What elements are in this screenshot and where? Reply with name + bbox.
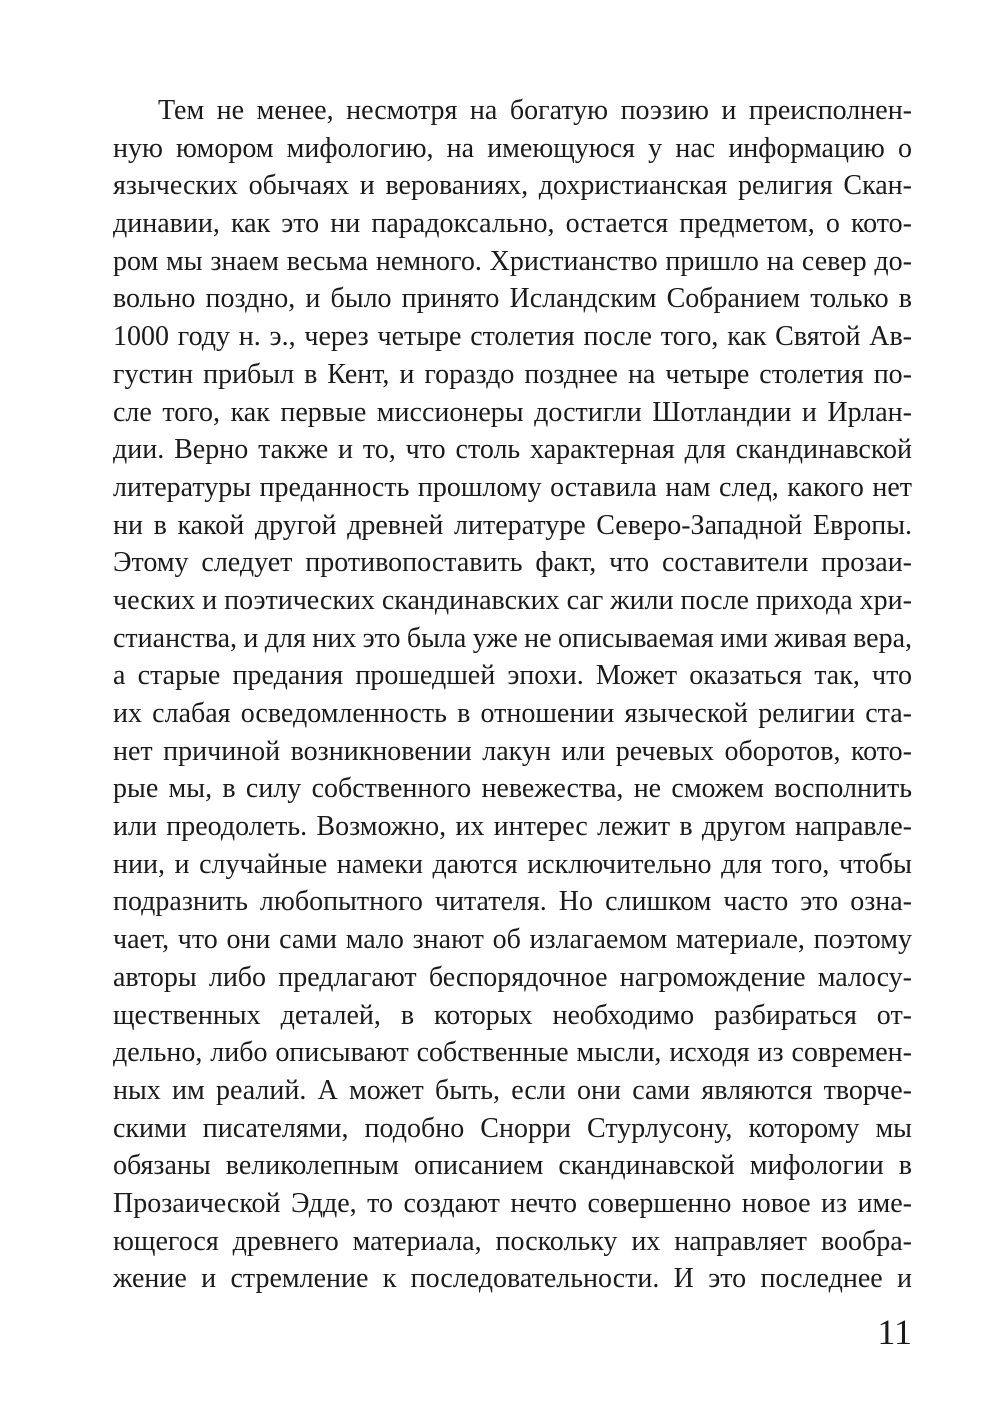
text-line: подразнить любопытного читателя. Но слишком часто это озна- [113,886,912,918]
text-line: динавии, как это ни парадоксально, остается предметом, о кото- [113,208,912,240]
text-line: чает, что они сами мало знают об излагаемом материале, поэтому [113,924,912,956]
text-line: рые мы, в силу собственного невежества, не сможем восполнить [113,773,912,805]
text-line: вольно поздно, и было принято Исландским Собранием только в [113,283,912,315]
text-line: сле того, как первые миссионеры достигли Шотландии и Ирлан- [113,396,912,428]
text-line: ных им реалий. А может быть, если они сами являются творче- [113,1074,912,1106]
text-line: литературы преданность прошлому оставила нам след, какого нет [113,471,912,503]
text-line: ную юмором мифологию, на имеющуюся у нас информацию о [113,132,912,164]
text-line: ческих и поэтических скандинавских саг жили после прихода хри- [113,584,912,616]
text-line: нет причиной возникновении лакун или речевых оборотов, кото- [113,735,912,767]
page-number: 11 [877,1312,912,1352]
body-text [113,92,912,1298]
text-line: дии. Верно также и то, что столь характерная для скандинавской [113,434,912,466]
text-line: авторы либо предлагают беспорядочное нагромождение малосу- [113,961,912,993]
text-line: ром мы знаем весьма немного. Христианство пришло на север до- [113,245,912,277]
text-line: стианства, и для них это была уже не описываемая ими живая вера, [113,622,912,654]
text-line: или преодолеть. Возможно, их интерес лежит в другом направле- [113,811,912,843]
text-line: нии, и случайные намеки даются исключительно для того, чтобы [113,848,912,880]
text-line: их слабая осведомленность в отношении языческой религии ста- [113,698,912,729]
text-line: а старые предания прошедшей эпохи. Может оказаться так, что [113,660,912,692]
text-line: ющегося древнего материала, поскольку их направляет вообра- [113,1225,912,1257]
text-line: Тем не менее, несмотря на богатую поэзию и преисполнен- [158,95,912,126]
text-line: щественных деталей, в которых необходимо разбираться от- [113,999,912,1031]
text-line: скими писателями, подобно Снорри Стурлусону, которому мы [113,1112,912,1144]
text-line: жение и стремление к последовательности. И это последнее и [113,1263,912,1295]
text-line: языческих обычаях и верованиях, дохристианская религия Скан- [113,170,912,202]
text-line: густин прибыл в Кент, и гораздо позднее на четыре столетия по- [113,358,912,390]
text-line: 1000 году н. э., через четыре столетия после того, как Святой Ав- [113,321,912,353]
text-line: Этому следует противопоставить факт, что составители прозаи- [113,547,912,579]
text-line: ни в какой другой древней литературе Северо-Западной Европы. [113,509,912,541]
text-line: Прозаической Эдде, то создают нечто совершенно новое из име- [113,1187,912,1219]
text-line: обязаны великолепным описанием скандинавской мифологии в [113,1150,912,1182]
text-line: дельно, либо описывают собственные мысли, исходя из современ- [113,1037,912,1069]
